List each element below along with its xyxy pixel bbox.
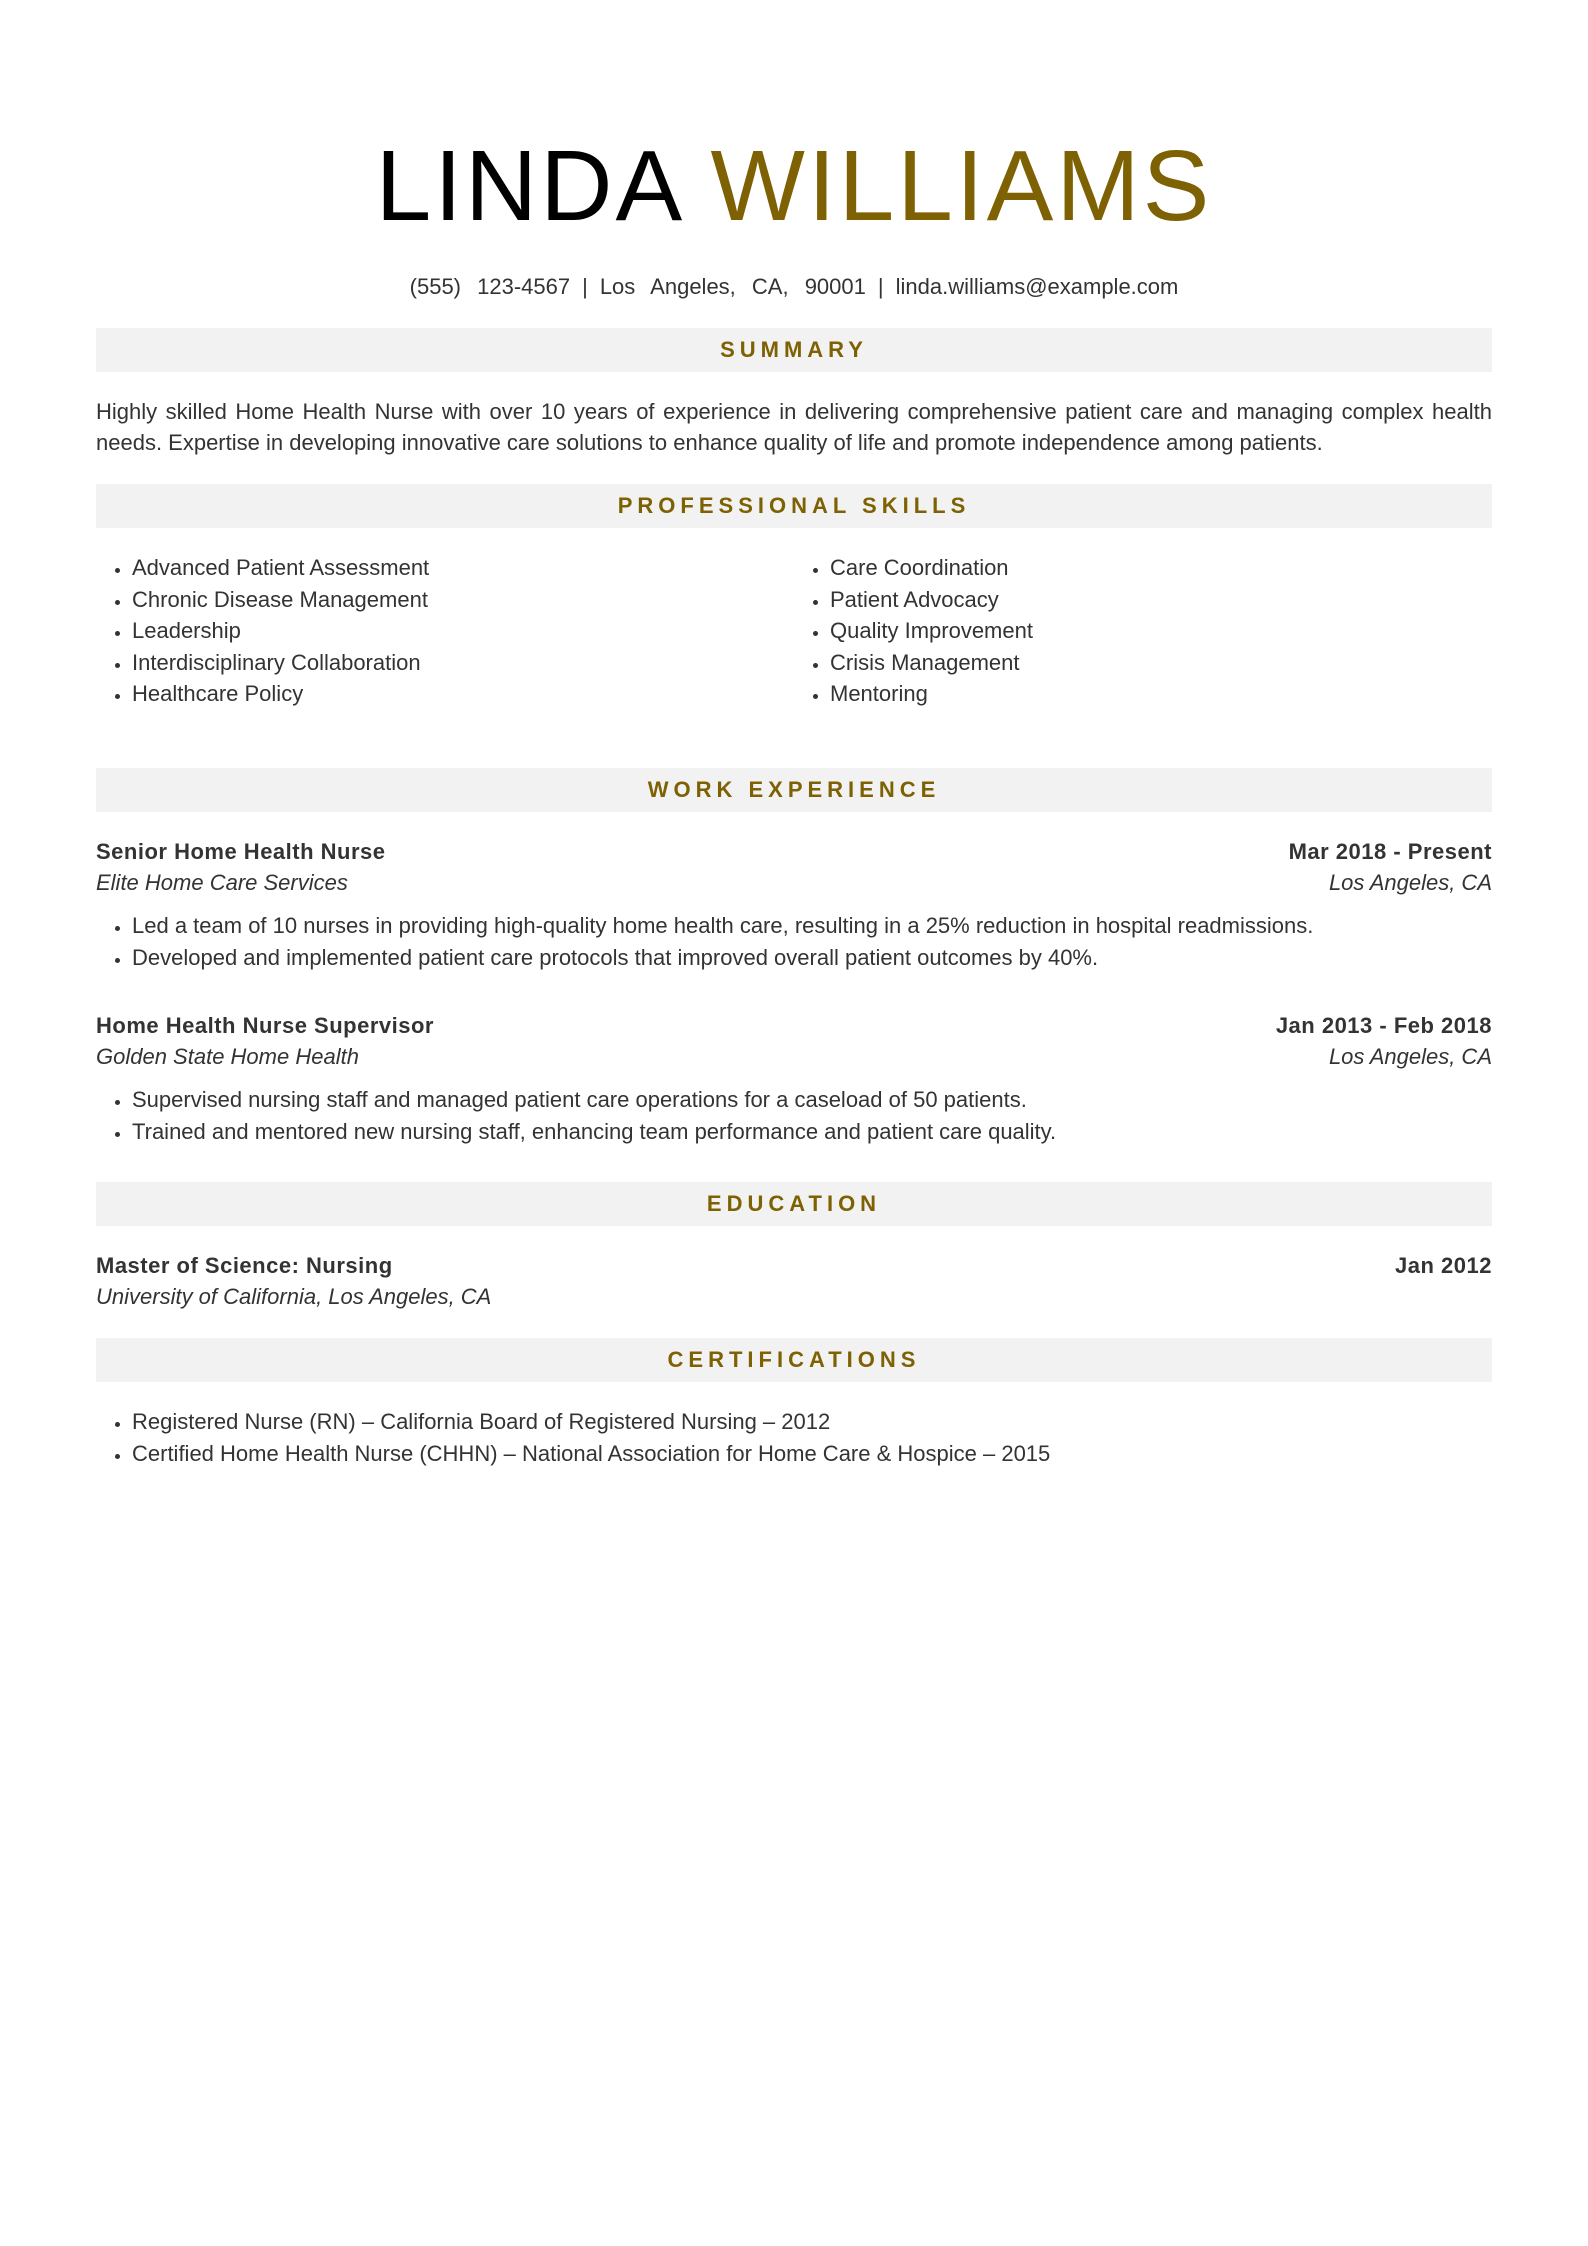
email-address: linda.williams@example.com xyxy=(895,274,1179,299)
job-achievements xyxy=(96,910,1492,974)
job-company-row xyxy=(96,867,1492,898)
skill-item: • Mentoring xyxy=(830,678,1492,710)
skill-item: • Leadership xyxy=(132,615,794,647)
skill-item: • Advanced Patient Assessment xyxy=(132,552,794,584)
job-entry xyxy=(96,836,1492,974)
school-row xyxy=(96,1281,1492,1312)
graduation-date: Jan 2012 xyxy=(1395,1252,1492,1278)
skills-heading: PROFESSIONAL SKILLS xyxy=(96,484,1492,528)
job-dates: Mar 2018 - Present xyxy=(1288,838,1492,864)
job-title-row xyxy=(96,836,1492,867)
certifications-list xyxy=(96,1406,1492,1470)
skills-list xyxy=(96,552,1492,710)
certification-item: • Registered Nurse (RN) – California Board of Registered Nursing – 2012 xyxy=(132,1406,1492,1438)
contact-line xyxy=(96,272,1492,302)
job-role: Home Health Nurse Supervisor xyxy=(96,1012,434,1038)
job-achievements xyxy=(96,1084,1492,1148)
skills-column-right xyxy=(794,552,1492,710)
degree-row xyxy=(96,1250,1492,1281)
school-name: University of California, Los Angeles, CA xyxy=(96,1283,492,1309)
skill-item: • Care Coordination xyxy=(830,552,1492,584)
work-experience-heading: WORK EXPERIENCE xyxy=(96,768,1492,812)
job-bullet: • Supervised nursing staff and managed patient care operations for a caseload of 50 patients. xyxy=(132,1084,1492,1116)
summary-heading: SUMMARY xyxy=(96,328,1492,372)
job-role: Senior Home Health Nurse xyxy=(96,838,386,864)
education-heading: EDUCATION xyxy=(96,1182,1492,1226)
location-text: Los Angeles, CA, 90001 xyxy=(599,274,866,299)
job-bullet: • Developed and implemented patient care protocols that improved overall patient outcomes by 40%. xyxy=(132,942,1492,974)
candidate-name xyxy=(96,0,1492,246)
job-location: Los Angeles, CA xyxy=(1328,1043,1492,1069)
skill-item: • Crisis Management xyxy=(830,647,1492,679)
skill-item: • Quality Improvement xyxy=(830,615,1492,647)
summary-text: Highly skilled Home Health Nurse with over 10 years of experience in delivering comprehensive patient care and managing complex health needs. Expertise in developing innovative care solutions to enhance quality of life and promote independence among patients. xyxy=(96,399,1492,455)
last-name: WILLIAMS xyxy=(710,130,1213,242)
first-name: LINDA xyxy=(375,130,680,242)
job-bullet: • Trained and mentored new nursing staff, enhancing team performance and patient care quality. xyxy=(132,1116,1492,1148)
certification-item: • Certified Home Health Nurse (CHHN) – National Association for Home Care & Hospice – 2015 xyxy=(132,1438,1492,1470)
job-title-row xyxy=(96,1010,1492,1041)
phone-number: (555) 123-4567 xyxy=(409,274,571,299)
education-entry xyxy=(96,1250,1492,1312)
skill-item: • Healthcare Policy xyxy=(132,678,794,710)
skill-item: • Chronic Disease Management xyxy=(132,584,794,616)
job-bullet: • Led a team of 10 nurses in providing high-quality home health care, resulting in a 25% reduction in hospital readmissions. xyxy=(132,910,1492,942)
job-company: Golden State Home Health xyxy=(96,1043,359,1069)
job-dates: Jan 2013 - Feb 2018 xyxy=(1275,1012,1492,1038)
skill-item: • Interdisciplinary Collaboration xyxy=(132,647,794,679)
contact-separator: | xyxy=(582,274,588,299)
certification-items xyxy=(96,1406,1492,1470)
degree-name: Master of Science: Nursing xyxy=(96,1252,393,1278)
skills-column-left xyxy=(96,552,794,710)
contact-separator: | xyxy=(877,274,884,299)
job-company-row xyxy=(96,1041,1492,1072)
job-company: Elite Home Care Services xyxy=(96,869,348,895)
job-location: Los Angeles, CA xyxy=(1328,869,1492,895)
job-entry xyxy=(96,1010,1492,1148)
skill-item: • Patient Advocacy xyxy=(830,584,1492,616)
certifications-heading: CERTIFICATIONS xyxy=(96,1338,1492,1382)
